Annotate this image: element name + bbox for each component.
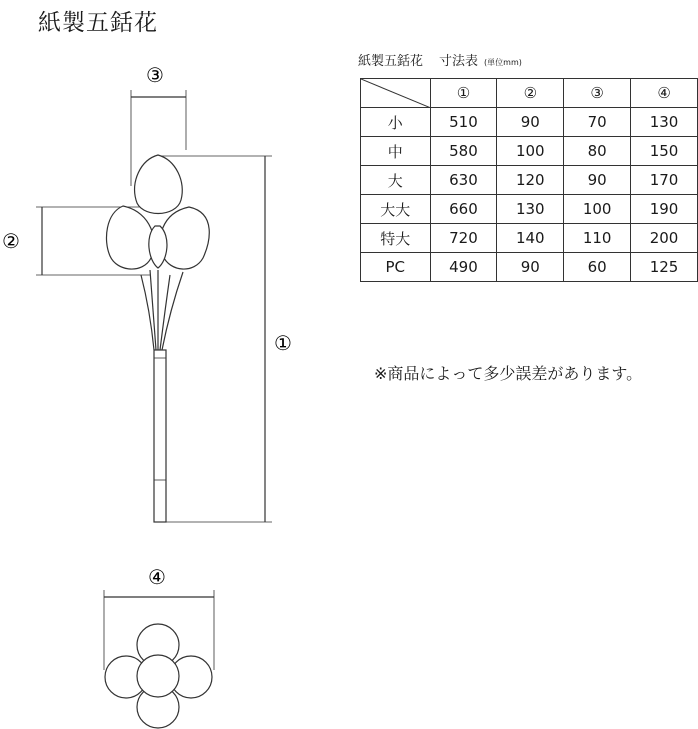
table-caption-title: 紙製五銛花 — [358, 54, 424, 69]
table-cell: 100 — [497, 137, 564, 166]
column-header: ① — [430, 79, 497, 108]
column-header: ④ — [631, 79, 698, 108]
table-cell: 190 — [631, 195, 698, 224]
table-row — [361, 253, 698, 282]
petal-top — [135, 155, 183, 214]
disclaimer-note: ※商品によって多少誤差があります。 — [374, 364, 643, 383]
stem — [154, 350, 166, 522]
table-cell: 660 — [430, 195, 497, 224]
table-cell: 580 — [430, 137, 497, 166]
page-title: 紙製五銛花 — [38, 10, 158, 36]
row-size-label: 大 — [361, 166, 431, 195]
table-cell: 60 — [564, 253, 631, 282]
marker-3: ③ — [146, 63, 164, 87]
table-cell: 70 — [564, 108, 631, 137]
table-cell: 510 — [430, 108, 497, 137]
row-size-label: 大大 — [361, 195, 431, 224]
dimension-table — [360, 78, 698, 282]
table-cell: 110 — [564, 224, 631, 253]
table-cell: 80 — [564, 137, 631, 166]
table-cell: 720 — [430, 224, 497, 253]
table-row — [361, 166, 698, 195]
table-cell: 630 — [430, 166, 497, 195]
table-header-row — [361, 79, 698, 108]
table-cell: 200 — [631, 224, 698, 253]
marker-4: ④ — [148, 565, 166, 589]
row-size-label: 小 — [361, 108, 431, 137]
marker-1: ① — [274, 331, 292, 355]
table-row — [361, 137, 698, 166]
column-header: ③ — [564, 79, 631, 108]
table-row — [361, 195, 698, 224]
table-cell: 130 — [497, 195, 564, 224]
row-size-label: PC — [361, 253, 431, 282]
top-view-circle-center — [137, 655, 179, 697]
diagonal-line — [361, 79, 431, 108]
table-cell: 120 — [497, 166, 564, 195]
petal-center — [149, 226, 167, 268]
table-cell: 170 — [631, 166, 698, 195]
table-cell: 125 — [631, 253, 698, 282]
table-cell: 90 — [497, 253, 564, 282]
petal-left — [106, 206, 154, 269]
table-cell: 490 — [430, 253, 497, 282]
table-caption — [358, 50, 522, 69]
table-cell: 130 — [631, 108, 698, 137]
table-row — [361, 108, 698, 137]
row-size-label: 特大 — [361, 224, 431, 253]
column-header: ② — [497, 79, 564, 108]
table-cell: 140 — [497, 224, 564, 253]
table-cell: 90 — [564, 166, 631, 195]
petal-right — [160, 207, 209, 269]
table-unit: (単位mm) — [484, 58, 522, 67]
table-caption-sub: 寸法表 — [439, 54, 479, 69]
table-corner-cell — [361, 79, 431, 108]
table-row — [361, 224, 698, 253]
table-cell: 90 — [497, 108, 564, 137]
row-size-label: 中 — [361, 137, 431, 166]
marker-2: ② — [2, 229, 20, 253]
table-cell: 100 — [564, 195, 631, 224]
table-cell: 150 — [631, 137, 698, 166]
